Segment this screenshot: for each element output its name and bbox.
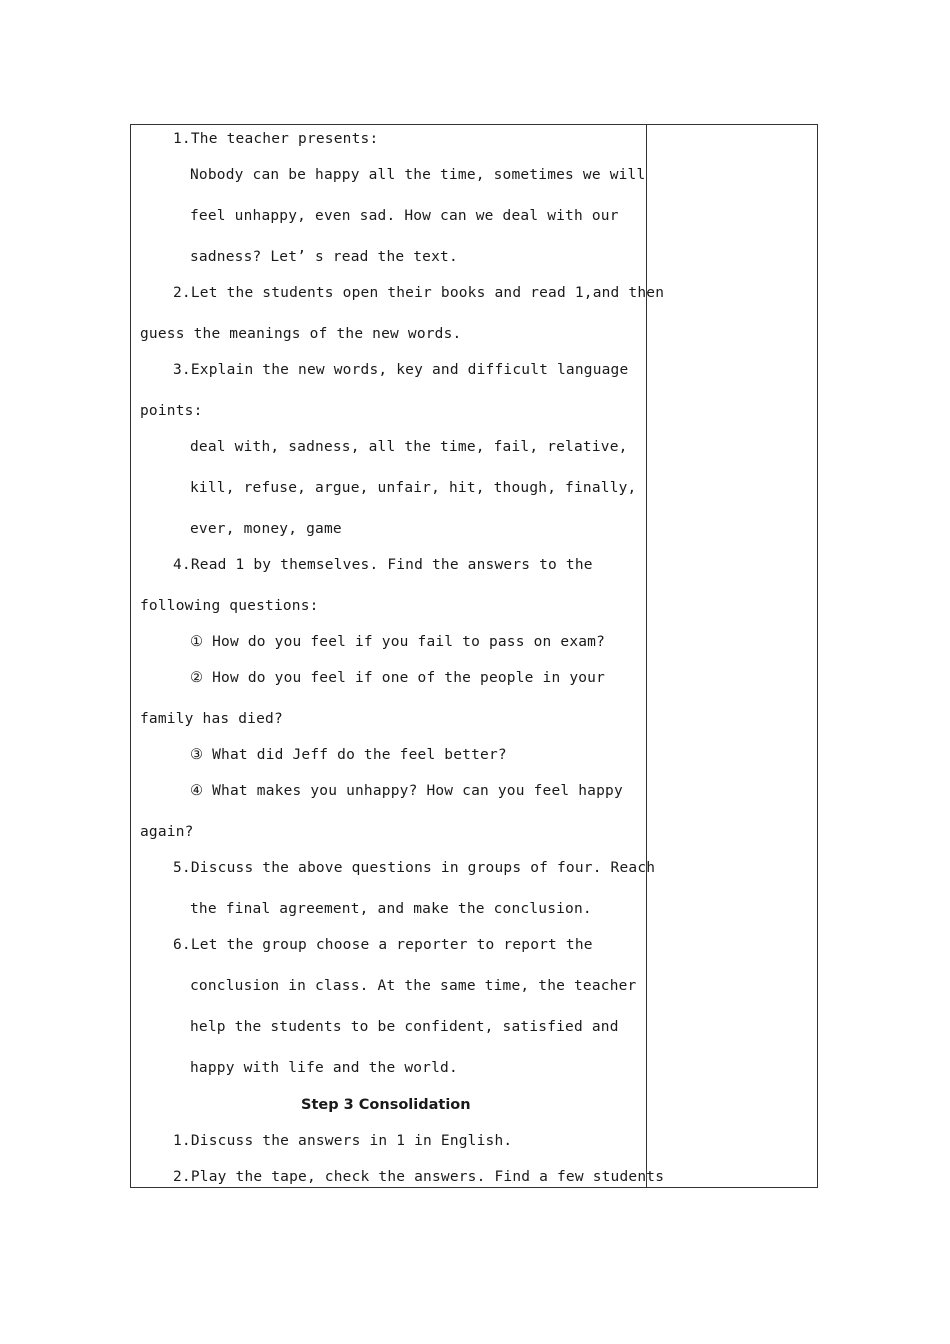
lesson-table xyxy=(130,124,818,1188)
text-line: 3.Explain the new words, key and difficult language xyxy=(173,362,629,378)
text-line: Nobody can be happy all the time, sometimes we will xyxy=(190,167,646,183)
text-line: feel unhappy, even sad. How can we deal with our xyxy=(190,208,619,224)
text-line: 2.Play the tape, check the answers. Find a few students xyxy=(173,1169,665,1185)
text-line: sadness? Let’ s read the text. xyxy=(190,249,458,265)
text-line: happy with life and the world. xyxy=(190,1060,458,1076)
text-line: family has died? xyxy=(140,711,283,727)
text-line: 5.Discuss the above questions in groups of four. Reach xyxy=(173,860,656,876)
text-line: 2.Let the students open their books and read 1,and then xyxy=(173,285,665,301)
text-line: again? xyxy=(140,824,194,840)
text-line: help the students to be confident, satisfied and xyxy=(190,1019,619,1035)
text-line: 6.Let the group choose a reporter to report the xyxy=(173,937,593,953)
text-line: guess the meanings of the new words. xyxy=(140,326,462,342)
text-line: 1.Discuss the answers in 1 in English. xyxy=(173,1133,513,1149)
text-line: ② How do you feel if one of the people in your xyxy=(190,670,606,686)
text-line: the final agreement, and make the conclusion. xyxy=(190,901,592,917)
text-line: ③ What did Jeff do the feel better? xyxy=(190,747,507,763)
text-line: kill, refuse, argue, unfair, hit, though, finally, xyxy=(190,480,637,496)
step-heading: Step 3 Consolidation xyxy=(301,1097,471,1113)
text-line: conclusion in class. At the same time, the teacher xyxy=(190,978,637,994)
text-line: ever, money, game xyxy=(190,521,342,537)
text-line: points: xyxy=(140,403,203,419)
text-line: deal with, sadness, all the time, fail, relative, xyxy=(190,439,628,455)
text-line: 4.Read 1 by themselves. Find the answers to the xyxy=(173,557,593,573)
text-line: 1.The teacher presents: xyxy=(173,131,379,147)
text-line: following questions: xyxy=(140,598,319,614)
text-line: ① How do you feel if you fail to pass on exam? xyxy=(190,634,606,650)
text-line: ④ What makes you unhappy? How can you feel happy xyxy=(190,783,623,799)
